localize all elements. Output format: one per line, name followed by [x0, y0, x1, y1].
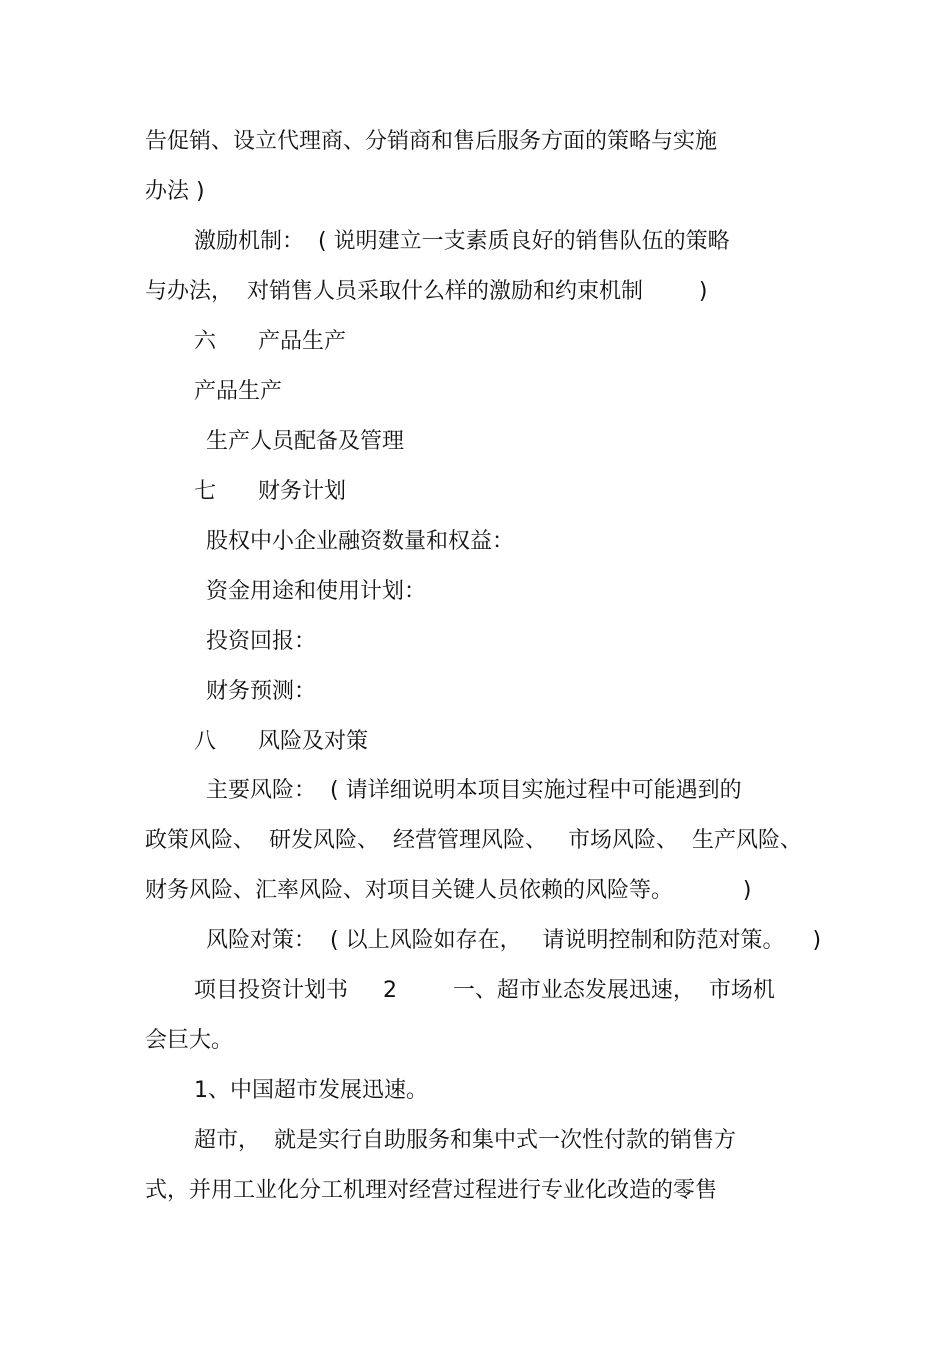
section-heading-7: 七 财务计划 — [194, 479, 346, 504]
text-line-15: 政策风险、 研发风险、 经营管理风险、 市场风险、 生产风险、 — [145, 828, 802, 853]
section-heading-8: 八 风险及对策 — [194, 729, 368, 754]
text-line-6: 产品生产 — [194, 379, 283, 404]
text-line-7: 生产人员配备及管理 — [206, 429, 405, 454]
text-line-9: 股权中小企业融资数量和权益： — [206, 529, 515, 554]
text-line-3: 激励机制： ( 说明建立一支素质良好的销售队伍的策略 — [194, 229, 730, 254]
text-line-22: 式，并用工业化分工机理对经营过程进行专业化改造的零售 — [145, 1178, 718, 1203]
text-line-4: 与办法， 对销售人员采取什么样的激励和约束机制 ) — [145, 279, 708, 304]
text-line-20: 1、中国超市发展迅速。 — [194, 1078, 428, 1103]
text-line-18: 项目投资计划书 2 一、超市业态发展迅速， 市场机 — [194, 978, 775, 1003]
text-line-14: 主要风险： ( 请详细说明本项目实施过程中可能遇到的 — [206, 778, 742, 803]
text-line-1: 告促销、设立代理商、分销商和售后服务方面的策略与实施 — [145, 129, 718, 154]
text-line-17: 风险对策： ( 以上风险如存在， 请说明控制和防范对策。 ) — [206, 928, 822, 953]
text-line-11: 投资回报： — [206, 629, 317, 654]
text-line-12: 财务预测： — [206, 679, 317, 704]
text-line-21: 超市， 就是实行自助服务和集中式一次性付款的销售方 — [194, 1128, 736, 1153]
text-line-2: 办法 ) — [145, 179, 205, 204]
text-line-10: 资金用途和使用计划： — [206, 579, 427, 604]
section-heading-6: 六 产品生产 — [194, 329, 346, 354]
text-line-16: 财务风险、汇率风险、对项目关键人员依赖的风险等。 ) — [145, 878, 752, 903]
text-line-19: 会巨大。 — [145, 1028, 234, 1053]
